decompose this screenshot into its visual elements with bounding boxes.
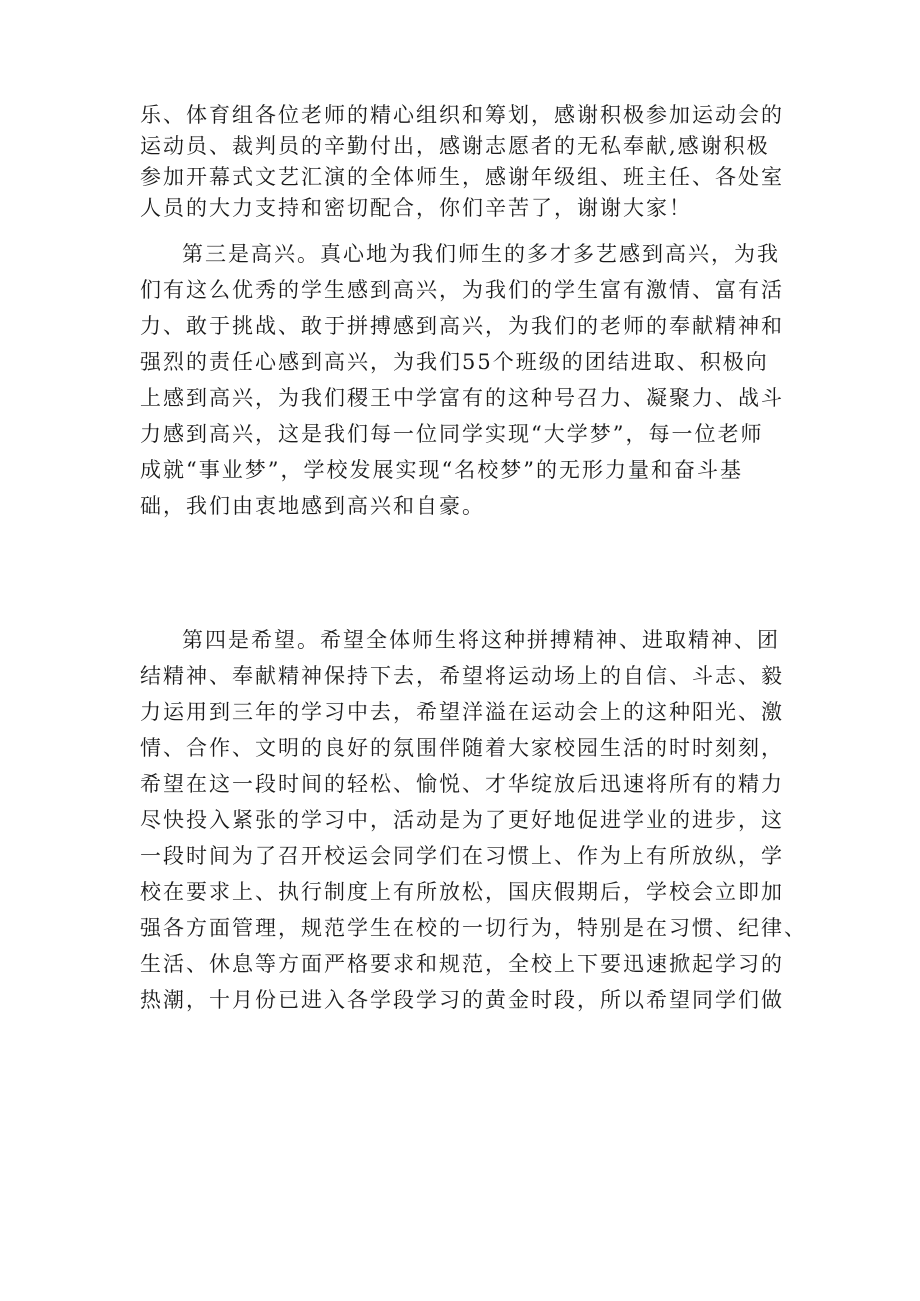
paragraph-line: 热潮，十月份已进入各学段学习的黄金时段，所以希望同学们做	[140, 988, 784, 1012]
paragraph-line: 力感到高兴，这是我们每一位同学实现“大学梦”，每一位老师	[140, 422, 764, 446]
paragraph-line: 情、合作、文明的良好的氛围伴随着大家校园生活的时时刻刻，	[140, 736, 784, 760]
paragraph-line: 力、敢于挑战、敢于拼搏感到高兴，为我们的老师的奉献精神和	[140, 314, 784, 338]
paragraph-line: 第三是高兴。真心地为我们师生的多才多艺感到高兴，为我	[182, 242, 780, 266]
paragraph-line: 力运用到三年的学习中去，希望洋溢在运动会上的这种阳光、激	[140, 700, 784, 724]
paragraph-line: 尽快投入紧张的学习中，活动是为了更好地促进学业的进步，这	[140, 808, 784, 832]
paragraph-line: 强各方面管理，规范学生在校的一切行为，特别是在习惯、纪律、	[140, 916, 807, 940]
paragraph-line: 结精神、奉献精神保持下去，希望将运动场上的自信、斗志、毅	[140, 664, 784, 688]
paragraph-line: 们有这么优秀的学生感到高兴，为我们的学生富有激情、富有活	[140, 278, 784, 302]
paragraph-line: 上感到高兴，为我们稷王中学富有的这种号召力、凝聚力、战斗	[140, 386, 784, 410]
paragraph-line: 校在要求上、执行制度上有所放松，国庆假期后，学校会立即加	[140, 880, 784, 904]
paragraph-line: 成就“事业梦”，学校发展实现“名校梦”的无形力量和奋斗基	[140, 458, 743, 482]
paragraph-line: 强烈的责任心感到高兴，为我们55个班级的团结进取、积极向	[140, 350, 769, 374]
paragraph-line: 人员的大力支持和密切配合，你们辛苦了，谢谢大家！	[140, 196, 692, 220]
paragraph-line: 础，我们由衷地感到高兴和自豪。	[140, 494, 485, 518]
paragraph-line: 生活、休息等方面严格要求和规范，全校上下要迅速掀起学习的	[140, 952, 784, 976]
paragraph-line: 参加开幕式文艺汇演的全体师生，感谢年级组、班主任、各处室	[140, 165, 784, 189]
paragraph-line: 乐、体育组各位老师的精心组织和筹划，感谢积极参加运动会的	[140, 103, 784, 127]
paragraph-line: 一段时间为了召开校运会同学们在习惯上、作为上有所放纵，学	[140, 844, 784, 868]
paragraph-line: 第四是希望。希望全体师生将这种拼搏精神、进取精神、团	[182, 628, 780, 652]
paragraph-line: 运动员、裁判员的辛勤付出，感谢志愿者的无私奉献,感谢积极	[140, 134, 770, 158]
paragraph-line: 希望在这一段时间的轻松、愉悦、才华绽放后迅速将所有的精力	[140, 772, 784, 796]
